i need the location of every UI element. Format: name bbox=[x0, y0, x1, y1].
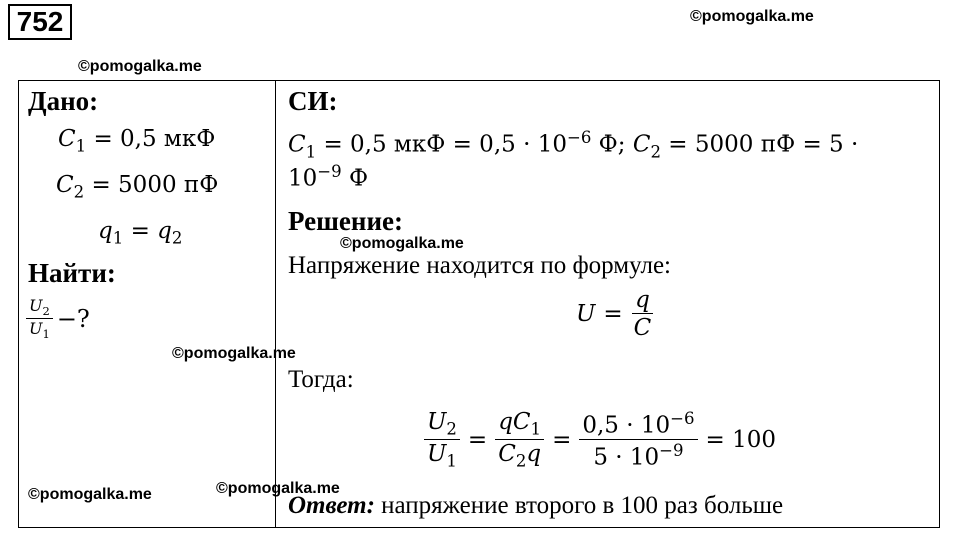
find-suffix: −? bbox=[56, 305, 90, 334]
column-divider bbox=[275, 80, 276, 528]
answer-text: напряжение второго в 100 раз больше bbox=[381, 492, 784, 519]
si-line-2 bbox=[288, 162, 368, 192]
solution-intro: Напряжение находится по формуле: bbox=[288, 252, 672, 279]
given-c2-value: 5000 пФ bbox=[118, 172, 219, 198]
denominator-exp: −9 bbox=[659, 440, 684, 460]
numerator-exp: −6 bbox=[670, 409, 695, 429]
answer-line bbox=[288, 492, 783, 520]
watermark-bottom-left: ©pomogalka.me bbox=[28, 486, 152, 503]
formula-ratio: $\frac{U_2}{U_1}$ = $\frac{qC_1}{C_2q}$ = $\frac{0,5 \cdot 10^{-6}}{5 \cdot 10^{-9}}$ = 100 bbox=[424, 410, 776, 470]
watermark-top-left: ©pomogalka.me bbox=[78, 58, 202, 75]
si-c1: 0,5 мкФ = 0,5 · 10 bbox=[350, 131, 567, 158]
denominator-value: 5 · 10 bbox=[593, 444, 660, 471]
si-title: СИ: bbox=[288, 86, 338, 116]
given-c1: $C_1 = 0,5$ мкФ bbox=[58, 126, 216, 156]
given-c2: $C_2 = 5000$ пФ bbox=[56, 172, 219, 202]
si-line2-base: 10 bbox=[288, 165, 318, 192]
find-title: Найти: bbox=[28, 258, 116, 288]
si-c1-exp: −6 bbox=[566, 128, 592, 147]
si-line2-exp: −9 bbox=[317, 162, 342, 181]
find-ratio: $\frac{U_2}{U_1}$ −? bbox=[26, 298, 90, 341]
given-q-equality: $q_1 = q_2$ bbox=[98, 218, 183, 248]
si-line-1: $C_1 = 0,5$ мкФ = $0,5 \cdot 10^{-6}$ Ф; $C_2 = 5000$ пФ = 5 · bbox=[288, 128, 859, 162]
watermark-bottom-center: ©pomogalka.me bbox=[216, 480, 340, 497]
solution-title: Решение: bbox=[288, 206, 403, 236]
watermark-middle: ©pomogalka.me bbox=[172, 345, 296, 362]
numerator-value: 0,5 · 10 bbox=[582, 412, 671, 439]
watermark-top-right: ©pomogalka.me bbox=[690, 8, 814, 25]
given-c1-value: 0,5 мкФ bbox=[120, 126, 216, 152]
si-c2-sep: Ф; bbox=[591, 131, 633, 158]
result-value: = 100 bbox=[705, 426, 777, 453]
formula-u-q-c: U = $\frac{q}{C}$ bbox=[576, 287, 652, 342]
given-title: Дано: bbox=[28, 86, 99, 116]
answer-label: Ответ: bbox=[288, 492, 375, 519]
solution-then: Тогда: bbox=[288, 366, 354, 393]
problem-number: 752 bbox=[8, 4, 72, 40]
si-c2: 5000 пФ = 5 · bbox=[694, 131, 859, 158]
watermark-solution: ©pomogalka.me bbox=[340, 235, 464, 252]
si-line2-unit: Ф bbox=[341, 165, 369, 192]
